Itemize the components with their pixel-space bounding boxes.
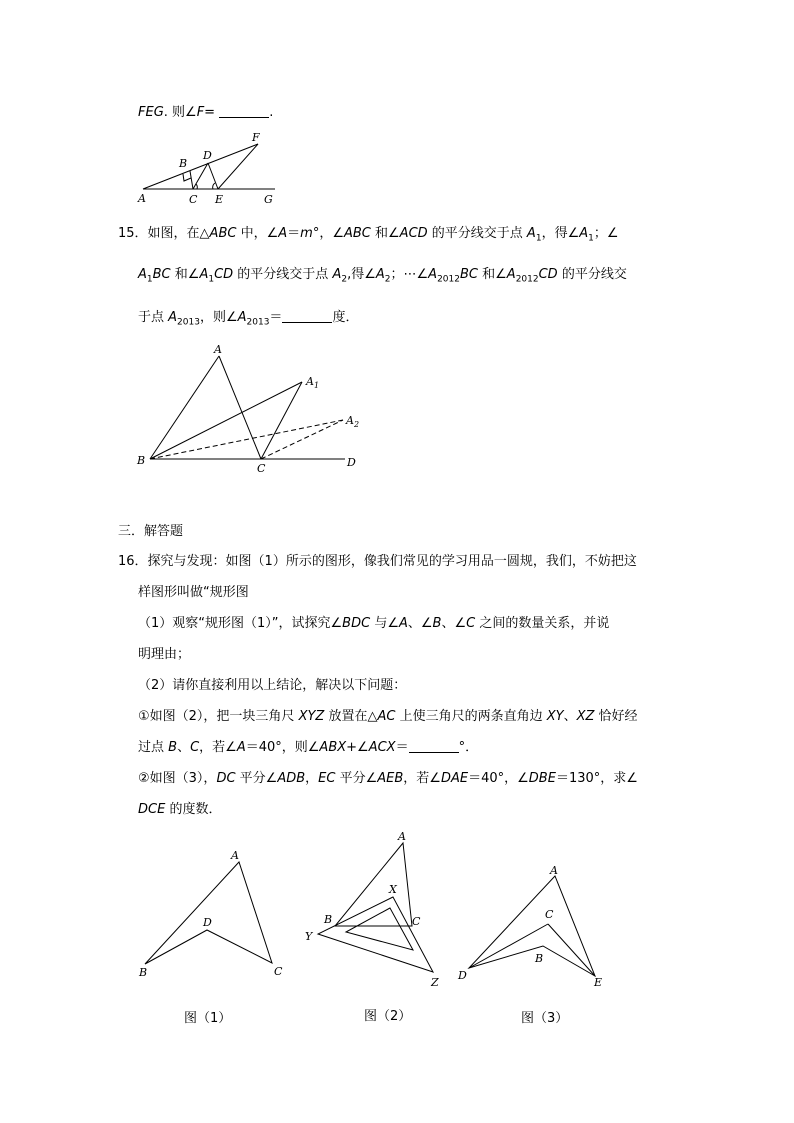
fig2-label-c: C	[412, 915, 421, 928]
q16-line7: 过点 B、C，若∠A＝40°，则∠ABX+∠ACX＝ °．	[138, 740, 479, 755]
fig3-label-d: D	[458, 969, 467, 982]
fig2-caption: 图（2）	[364, 1009, 412, 1024]
fig3-label-c: C	[545, 908, 554, 921]
fig3-line-ec	[548, 924, 595, 976]
q16-line5: （2）请你直接利用以上结论，解决以下问题：	[138, 678, 407, 693]
q14-label-b: B	[179, 157, 188, 170]
q14-label-g: G	[264, 193, 273, 206]
fig1-label-d: D	[203, 916, 212, 929]
q15-label-b: B	[137, 454, 146, 467]
q15-line2: $A_1BC$ 和$\angle A_1CD$ 的平分线交于点 $A_2$,得$\angle A_2$；$\cdots\angle A_{2012}BC$ 和$\angle A_{2012}CD$ 的平分线交	[138, 267, 627, 285]
q15-label-c: C	[257, 462, 266, 475]
q15-label-d: D	[347, 456, 356, 469]
fig3-label-a: A	[550, 864, 558, 877]
q15-line1: 15．如图，在△ABC 中，∠A＝m°，∠ABC 和∠ACD 的平分线交于点 $A_1$，得$\angle A_1$；∠	[118, 226, 619, 244]
fig2-set-square-inner	[346, 908, 413, 950]
fig2-label-b: B	[324, 913, 333, 926]
q15-line3: 于点 $A_{2013}$，则$\angle A_{2013}=$ 度．	[138, 310, 359, 328]
q14-label-a: A	[138, 192, 146, 205]
q16-line2: 样图形叫做“规形图	[138, 585, 249, 600]
q14-label-f: F	[252, 131, 260, 144]
q16-line9: DCE 的度数．	[138, 802, 222, 817]
fig1-label-b: B	[139, 966, 148, 979]
fig2-triangle-abc	[335, 843, 412, 926]
fig2-set-square-outer	[318, 897, 433, 972]
q15-label-a1: $A_1$	[306, 375, 320, 390]
fig3-caption: 图（3）	[521, 1011, 569, 1026]
q16-line4: 明理由；	[138, 647, 191, 662]
fig3-label-e: E	[594, 976, 603, 989]
q14-label-c: C	[189, 193, 198, 206]
fig2-label-y: Y	[305, 930, 313, 943]
section-title: 三．解答题	[118, 524, 184, 539]
fig1-caption: 图（1）	[184, 1011, 232, 1026]
q16-line1: 16．探究与发现：如图（1）所示的图形，像我们常见的学习用品一圆规，我们，不妨把这	[118, 554, 637, 569]
q16-line3: （1）观察“规形图（1）”，试探究∠BDC 与∠A、∠B、∠C 之间的数量关系，并说	[138, 616, 610, 631]
fig1-label-c: C	[274, 965, 283, 978]
fig2-label-z: Z	[431, 976, 439, 989]
q14-line: FEG. 则∠F= .	[138, 105, 274, 120]
q15-label-a2: $A_2$	[346, 414, 360, 429]
q16-line6: ①如图（2），把一块三角尺 XYZ 放置在△AC 上使三角尺的两条直角边 XY、XZ 恰好经	[138, 709, 638, 724]
q14-label-d: D	[203, 149, 212, 162]
q16-line8: ②如图（3），DC 平分∠ADB，EC 平分∠AEB，若∠DAE＝40°，∠DBE＝130°，求∠	[138, 771, 638, 786]
fig2-label-x: X	[389, 883, 397, 896]
fig3-outer	[469, 876, 595, 976]
q15-label-a: A	[214, 343, 222, 356]
fig3-label-b: B	[535, 952, 544, 965]
fig2-label-a: A	[398, 830, 406, 843]
q14-label-e: E	[215, 193, 224, 206]
fig1-shape	[145, 862, 272, 964]
fig1-label-a: A	[231, 849, 239, 862]
